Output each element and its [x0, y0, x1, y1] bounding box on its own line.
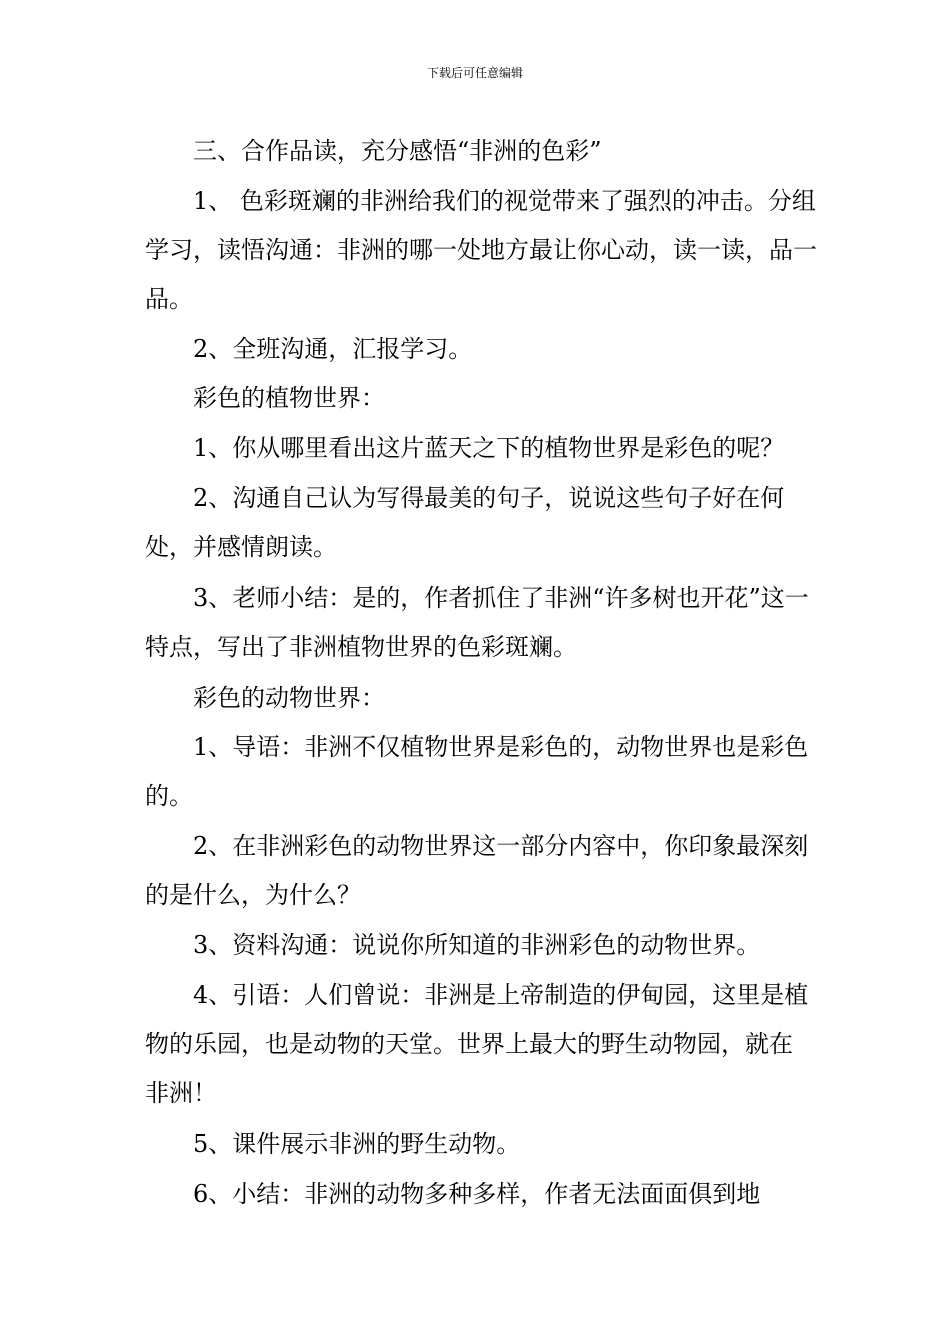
paragraph: 3、资料沟通：说说你所知道的非洲彩色的动物世界。	[193, 931, 761, 959]
paragraph: 2、全班沟通，汇报学习。	[193, 335, 473, 363]
subheading: 彩色的植物世界：	[193, 384, 385, 412]
paragraph: 4、引语：人们曾说：非洲是上帝制造的伊甸园，这里是植物的乐园，也是动物的天堂。世界上最大的野生动物园，就在非洲！	[145, 981, 809, 1107]
subheading: 彩色的动物世界：	[193, 684, 385, 712]
paragraph: 5、课件展示非洲的野生动物。	[193, 1130, 521, 1158]
paragraph: 1、 色彩斑斓的非洲给我们的视觉带来了强烈的冲击。分组学习，读悟沟通：非洲的哪一处地方最让你心动，读一读，品一品。	[145, 187, 817, 313]
section-heading: 三、合作品读，充分感悟“非洲的色彩”	[193, 137, 602, 165]
paragraph: 2、沟通自己认为写得最美的句子，说说这些句子好在何处，并感情朗读。	[145, 484, 785, 561]
paragraph: 3、老师小结：是的，作者抓住了非洲“许多树也开花”这一特点，写出了非洲植物世界的色彩斑斓。	[145, 584, 809, 661]
paragraph: 1、你从哪里看出这片蓝天之下的植物世界是彩色的呢？	[193, 434, 785, 462]
paragraph: 2、在非洲彩色的动物世界这一部分内容中，你印象最深刻的是什么，为什么？	[145, 832, 809, 909]
paragraph: 6、小结：非洲的动物多种多样，作者无法面面俱到地	[193, 1180, 761, 1208]
paragraph: 1、导语：非洲不仅植物世界是彩色的，动物世界也是彩色的。	[145, 733, 809, 810]
page-header: 下载后可任意编辑	[426, 66, 523, 80]
